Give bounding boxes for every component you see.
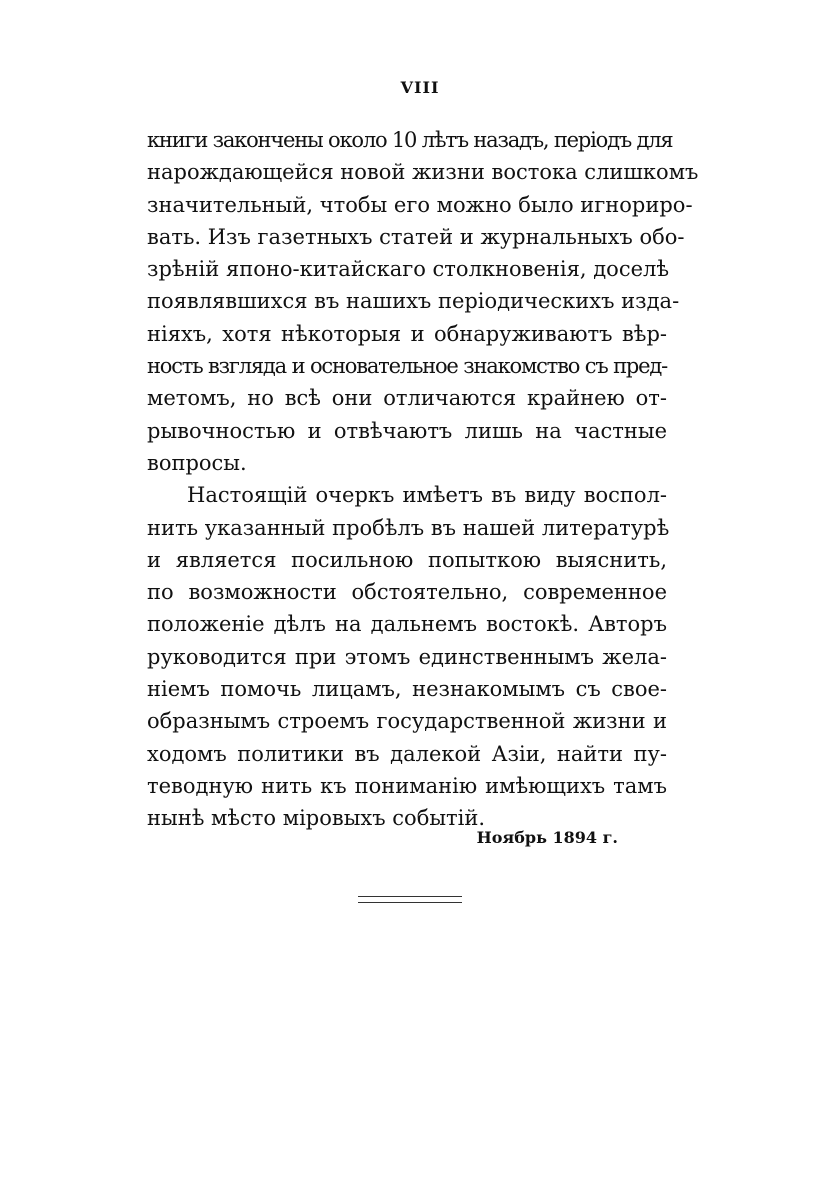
text-line: зрѣній японо-китайскаго столкновенія, доселѣ — [147, 257, 670, 282]
text-line: образнымъ строемъ государственной жизни и — [147, 709, 667, 734]
paragraph-2 — [147, 479, 670, 834]
text-line: рывочностью и отвѣчаютъ лишь на частные — [147, 418, 667, 443]
text-line: нарождающейся новой жизни востока слишкомъ — [147, 160, 699, 185]
text-line: вопросы. — [147, 450, 247, 475]
text-line: ніемъ помочь лицамъ, незнакомымъ съ свое- — [147, 677, 667, 702]
date-signature: Ноябрь 1894 г. — [476, 828, 618, 847]
text-line: вать. Изъ газетныхъ статей и журнальныхъ обо- — [147, 224, 685, 249]
text-line: значительный, чтобы его можно было игнориро- — [147, 192, 693, 217]
text-line: и является посильною попыткою выяснить, — [147, 547, 667, 572]
text-line: по возможности обстоятельно, современное — [147, 580, 667, 605]
double-rule-divider — [358, 896, 462, 903]
text-line: ніяхъ, хотя нѣкоторыя и обнаруживаютъ вѣр- — [147, 321, 667, 346]
text-line: теводную нить къ пониманію имѣющихъ тамъ — [147, 773, 667, 798]
body-text — [147, 124, 699, 835]
paragraph-1 — [147, 124, 699, 479]
text-line: нынѣ мѣсто міровыхъ событій. — [147, 806, 486, 831]
text-line: метомъ, но всѣ они отличаются крайнею от- — [147, 386, 667, 411]
page-number: VIII — [400, 78, 440, 97]
text-line: Настоящій очеркъ имѣетъ въ виду воспол- — [187, 483, 667, 508]
text-line: нить указанный пробѣлъ въ нашей литературѣ — [147, 515, 670, 540]
text-line: появлявшихся въ нашихъ періодическихъ изда- — [147, 289, 680, 314]
text-line: руководится при этомъ единственнымъ жела- — [147, 644, 667, 669]
text-line: ходомъ политики въ далекой Азіи, найти пу- — [147, 741, 667, 766]
text-line: ность взгляда и основательное знакомство съ пред- — [147, 354, 667, 379]
text-line: положеніе дѣлъ на дальнемъ востокѣ. Авторъ — [147, 612, 667, 637]
text-line: книги закончены около 10 лѣтъ назадъ, періодъ для — [147, 128, 673, 152]
